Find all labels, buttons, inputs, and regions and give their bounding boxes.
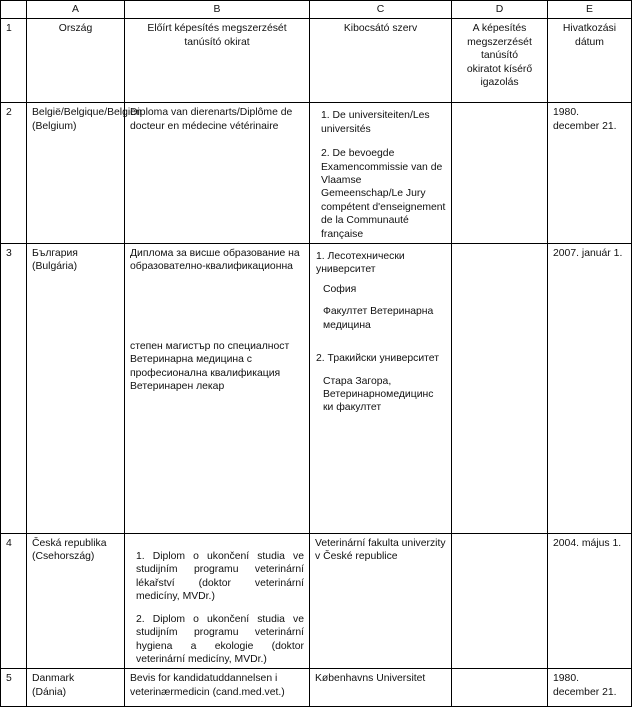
diploma-cell bbox=[125, 534, 310, 669]
certificate-cell bbox=[452, 103, 548, 244]
row-number: 5 bbox=[1, 669, 27, 707]
table-row-bulgaria bbox=[1, 244, 632, 534]
diploma-item: 1. Diplom o ukončení studia ve studijním programu veterinární lékařství (doktor veterinární medicíny, MVDr.) bbox=[136, 551, 304, 603]
country-name-hu: (Dánia) bbox=[32, 686, 67, 698]
country-name: Česká republika bbox=[32, 538, 107, 550]
column-letter-c: C bbox=[310, 1, 452, 19]
column-letter-a: A bbox=[27, 1, 125, 19]
country-name: België/Belgique/Belgien bbox=[32, 107, 142, 119]
header-certificate: A képesítés megszerzését tanúsító okiratot kísérő igazolás bbox=[452, 19, 548, 103]
header-diploma: Előírt képesítés megszerzését tanúsító okirat bbox=[125, 19, 310, 103]
country-name-hu: (Bulgária) bbox=[32, 261, 78, 273]
country-name-hu: (Belgium) bbox=[32, 120, 77, 132]
column-letter-row bbox=[1, 1, 632, 19]
header-row bbox=[1, 19, 632, 103]
column-letter-d: D bbox=[452, 1, 548, 19]
row-number: 4 bbox=[1, 534, 27, 669]
certificate-cell bbox=[452, 244, 548, 534]
country-cell bbox=[27, 244, 125, 534]
header-country: Ország bbox=[27, 19, 125, 103]
diploma-cell: Diploma van dierenarts/Diplôme de docteur en médecine vétérinaire bbox=[125, 103, 310, 244]
table-row-denmark bbox=[1, 669, 632, 707]
country-cell bbox=[27, 669, 125, 707]
issuer-cell: Veterinární fakulta univerzity v České republice bbox=[310, 534, 452, 669]
row-number: 2 bbox=[1, 103, 27, 244]
issuer-faculty: Факултет Ветеринарна медицина bbox=[323, 306, 434, 331]
column-letter-b: B bbox=[125, 1, 310, 19]
corner-cell bbox=[1, 1, 27, 19]
date-cell: 1980. december 21. bbox=[548, 669, 632, 707]
table-row-belgium bbox=[1, 103, 632, 244]
diploma-text: Диплома за висше образование на образователно-квалификационна bbox=[130, 248, 300, 273]
diploma-text-cont: степен магистър по специалност Ветеринарна медицина с професионална квалификация Ветеринарен лекар bbox=[130, 340, 290, 393]
country-name-hu: (Csehország) bbox=[32, 551, 95, 563]
row-number: 3 bbox=[1, 244, 27, 534]
issuer-city: Стара Загора, Ветеринарномедицинс ки факултет bbox=[323, 375, 434, 414]
diploma-cell bbox=[125, 244, 310, 534]
issuer-cell: Københavns Universitet bbox=[310, 669, 452, 707]
column-letter-e: E bbox=[548, 1, 632, 19]
issuer-cell bbox=[310, 103, 452, 244]
table-row-czech bbox=[1, 534, 632, 669]
diploma-item: 2. Diplom o ukončení studia ve studijním programu veterinární hygiena a ekologie (doktor veterinární medicíny, MVDr.) bbox=[136, 613, 304, 665]
issuer-item: 1. Лесотехнически университет bbox=[316, 251, 405, 276]
country-name: Danmark bbox=[32, 673, 75, 685]
row-number: 1 bbox=[1, 19, 27, 103]
issuer-item: 2. De bevoegde Examencommissie van de Vlaamse Gemeenschap/Le Jury compétent d'enseignement de la Communauté française bbox=[321, 148, 446, 240]
issuer-city: София bbox=[323, 283, 357, 295]
issuer-item: 1. De universiteiten/Les universités bbox=[321, 110, 430, 135]
date-cell: 2007. január 1. bbox=[548, 244, 632, 534]
country-cell bbox=[27, 103, 142, 244]
date-cell: 1980. december 21. bbox=[548, 103, 632, 244]
country-cell bbox=[27, 534, 125, 669]
certificate-cell bbox=[452, 534, 548, 669]
issuer-cell bbox=[310, 244, 452, 534]
certificate-cell bbox=[452, 669, 548, 707]
header-issuer: Kibocsátó szerv bbox=[310, 19, 452, 103]
country-name: България bbox=[32, 248, 78, 260]
diploma-cell: Bevis for kandidatuddannelsen i veterinærmedicin (cand.med.vet.) bbox=[125, 669, 310, 707]
date-cell: 2004. május 1. bbox=[548, 534, 632, 669]
issuer-item: 2. Тракийски университет bbox=[316, 353, 439, 365]
header-date: Hivatkozási dátum bbox=[548, 19, 632, 103]
